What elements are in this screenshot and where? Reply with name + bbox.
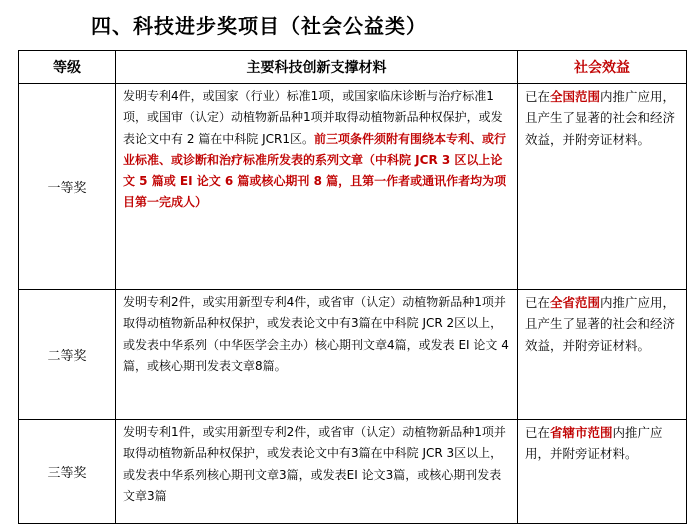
benefit-prefix: 已在 <box>525 89 551 104</box>
benefit-scope: 全国范围 <box>550 89 601 104</box>
level-cell: 三等奖 <box>19 420 116 524</box>
benefit-scope: 省辖市范围 <box>550 425 613 440</box>
header-material: 主要科技创新支撑材料 <box>116 51 518 84</box>
material-text: 发明专利4件，或国家（行业）标准1项，或国家临床诊断与治疗标准1项，或国审（认定）动植物新品种1项并取得动植物新品种权保护，或发表论文中有 2 篇在中科院 JCR1区。 <box>123 89 503 146</box>
level-cell: 二等奖 <box>19 290 116 420</box>
material-text: 发明专利2件，或实用新型专利4件，或省审（认定）动植物新品种1项并取得动植物新品种权保护，或发表论文中有3篇在中科院 JCR 2区以上，或发表中华系列（中华医学会主办）核心期刊文章4篇，或发表 EI 论文 4 篇，或核心期刊发表文章8篇。 <box>123 295 509 373</box>
material-cell <box>116 84 518 290</box>
table-row <box>19 420 687 524</box>
material-cell <box>116 290 518 420</box>
header-benefit: 社会效益 <box>518 51 687 84</box>
material-text: 发明专利1件，或实用新型专利2件，或省审（认定）动植物新品种1项并取得动植物新品种权保护，或发表论文中有3篇在中科院 JCR 3区以上，或发表中华系列核心期刊文章3篇，或发表EI 论文3篇，或核心期刊发表文章3篇 <box>123 425 506 503</box>
benefit-cell <box>518 290 687 420</box>
award-criteria-table <box>18 50 687 524</box>
benefit-suffix: 内推广应用，且产生了显著的社会和经济效益，并附旁证材料。 <box>525 295 676 353</box>
benefit-suffix: 内推广应用，并附旁证材料。 <box>525 425 663 462</box>
level-cell: 一等奖 <box>19 84 116 290</box>
benefit-cell <box>518 84 687 290</box>
benefit-prefix: 已在 <box>525 295 551 310</box>
section-heading: 四、科技进步奖项目（社会公益类） <box>91 14 427 38</box>
benefit-scope: 全省范围 <box>550 295 601 310</box>
benefit-suffix: 内推广应用，且产生了显著的社会和经济效益，并附旁证材料。 <box>525 89 676 147</box>
table-header-row <box>19 51 687 84</box>
material-cell <box>116 420 518 524</box>
material-emphasis: 前三项条件须附有围绕本专利、或行业标准、或诊断和治疗标准所发表的系列文章（中科院 JCR 3 区以上论文 5 篇或 EI 论文 6 篇或核心期刊 8 篇，且第一作者或通讯作者均为项目第一完成人） <box>123 131 507 210</box>
table-row <box>19 84 687 290</box>
benefit-cell <box>518 420 687 524</box>
table-row <box>19 290 687 420</box>
header-level: 等级 <box>19 51 116 84</box>
benefit-prefix: 已在 <box>525 425 551 440</box>
